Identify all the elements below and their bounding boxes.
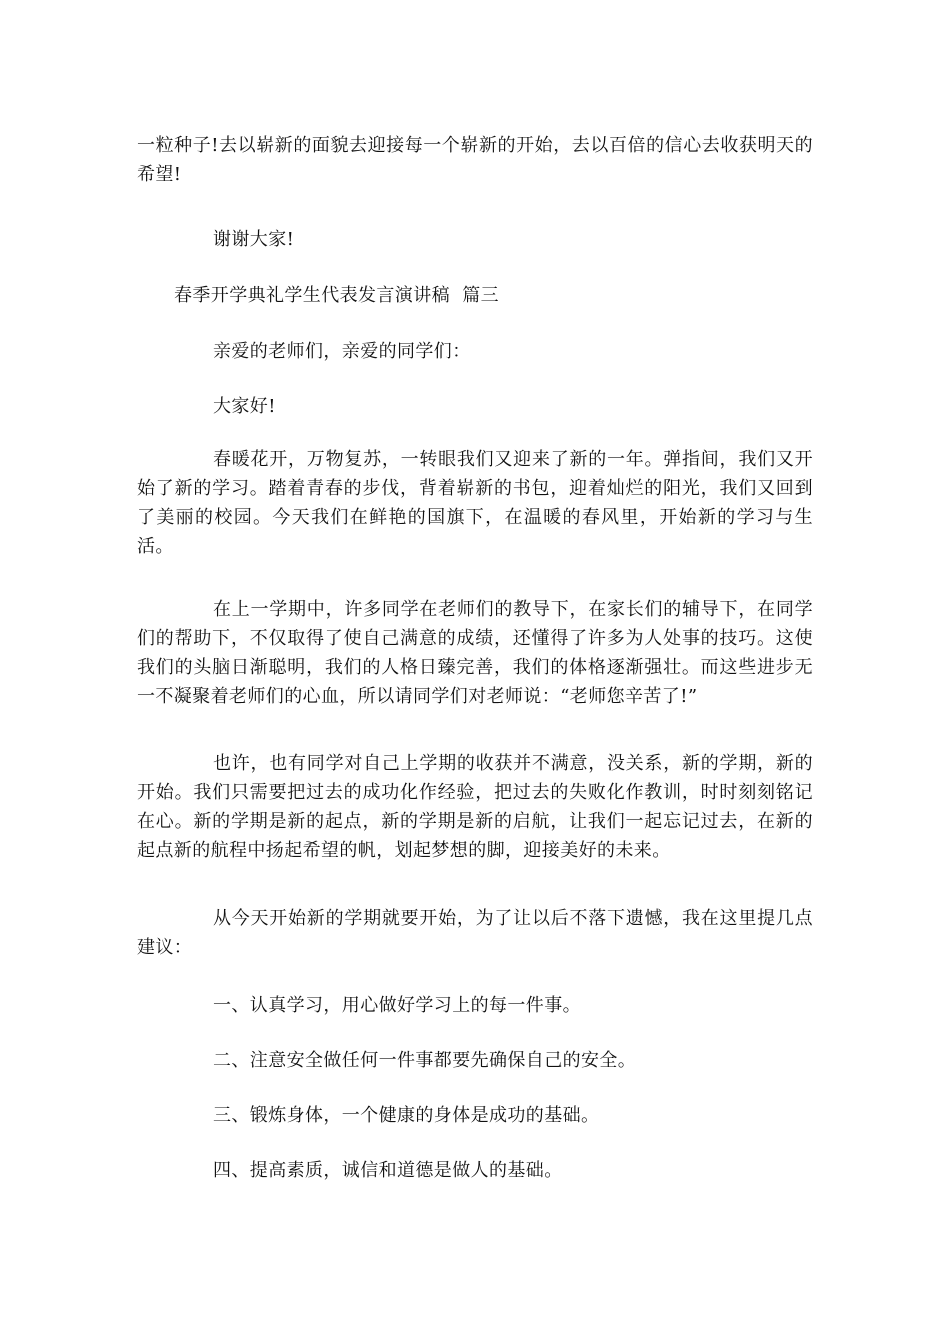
list-item (137, 991, 813, 1020)
paragraph (137, 595, 813, 711)
suggestion-4: 四、提高素质，诚信和道德是做人的基础。 (213, 1160, 563, 1181)
list-item (137, 1101, 813, 1130)
paragraph (137, 445, 813, 561)
paragraph-hello: 大家好! (213, 396, 276, 417)
paragraph-body-4: 从今天开始新的学期就要开始，为了让以后不落下遗憾，我在这里提几点建议： (137, 908, 813, 958)
section-title (137, 281, 813, 310)
paragraph-body-3: 也许，也有同学对自己上学期的收获并不满意，没关系，新的学期，新的开始。我们只需要把过去的成功化作经验，把过去的失败化作教训，时时刻刻铭记在心。新的学期是新的起点，新的学期是新的启航，让我们一起忘记过去，在新的起点新的航程中扬起希望的帆，划起梦想的脚，迎接美好的未来。 (137, 753, 813, 861)
paragraph (137, 131, 813, 189)
suggestion-2: 二、注意安全做任何一件事都要先确保自己的安全。 (213, 1050, 637, 1071)
paragraph (137, 392, 813, 421)
paragraph (137, 225, 813, 254)
paragraph-greeting: 亲爱的老师们，亲爱的同学们： (213, 341, 471, 362)
speech-title: 春季开学典礼学生代表发言演讲稿 篇三 (174, 285, 500, 306)
paragraph (137, 337, 813, 366)
paragraph-body-1: 春暖花开，万物复苏，一转眼我们又迎来了新的一年。弹指间，我们又开始了新的学习。踏着青春的步伐，背着崭新的书包，迎着灿烂的阳光，我们又回到了美丽的校园。今天我们在鲜艳的国旗下，在温暖的春风里，开始新的学习与生活。 (137, 449, 813, 557)
paragraph (137, 904, 813, 962)
paragraph-thanks: 谢谢大家! (213, 229, 295, 250)
list-item (137, 1046, 813, 1075)
suggestion-3: 三、锻炼身体，一个健康的身体是成功的基础。 (213, 1105, 600, 1126)
paragraph (137, 749, 813, 865)
paragraph-body-2: 在上一学期中，许多同学在老师们的教导下，在家长们的辅导下，在同学们的帮助下，不仅取得了使自己满意的成绩，还懂得了许多为人处事的技巧。这使我们的头脑日渐聪明，我们的人格日臻完善，我们的体格逐渐强壮。而这些进步无一不凝聚着老师们的心血，所以请同学们对老师说：“老师您辛苦了!” (137, 599, 813, 707)
paragraph-continued: 一粒种子!去以崭新的面貌去迎接每一个崭新的开始，去以百倍的信心去收获明天的希望! (137, 135, 813, 185)
list-item (137, 1156, 813, 1185)
suggestion-1: 一、认真学习，用心做好学习上的每一件事。 (213, 995, 581, 1016)
